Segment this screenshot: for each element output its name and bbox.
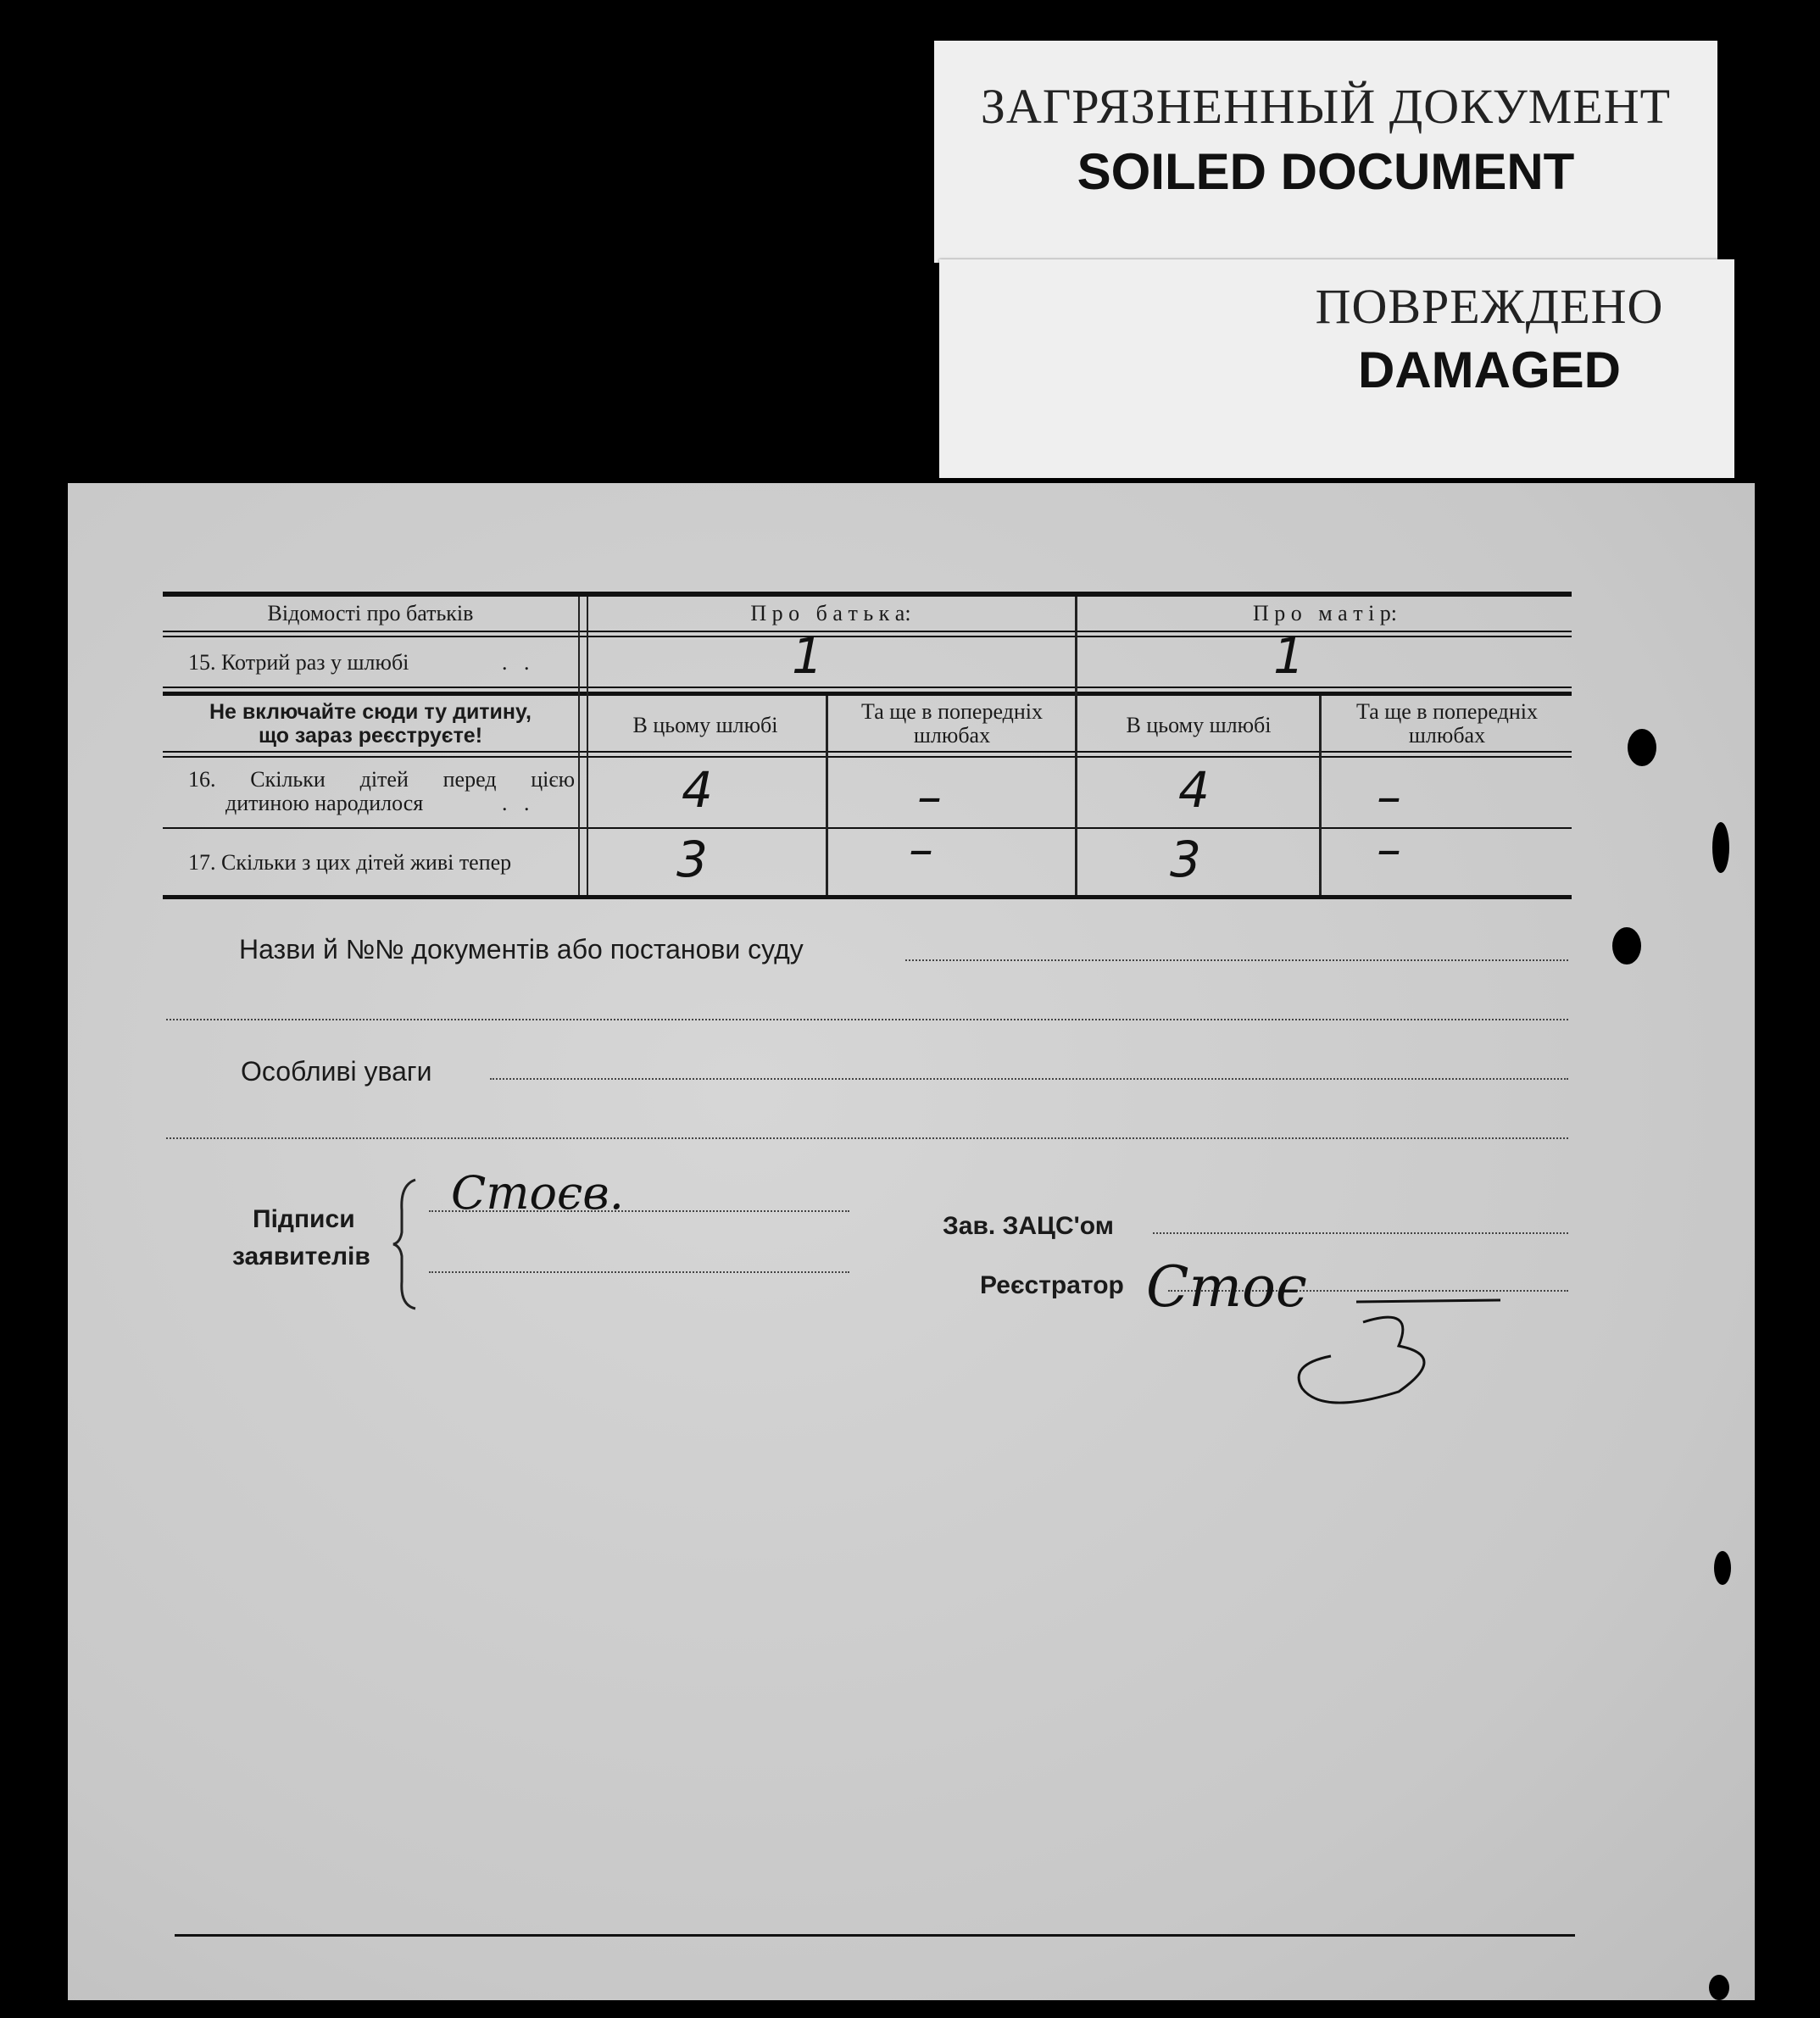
- note-exclude-child-l1: Не включайте сюди ту дитину,: [209, 700, 532, 724]
- soiled-label-english: SOILED DOCUMENT: [1077, 143, 1575, 200]
- row15-mother-value: 1: [1273, 627, 1305, 685]
- applicant-signature-line-2: [429, 1271, 849, 1273]
- father-this-marriage-header: В цьому шлюбі: [632, 713, 778, 737]
- row15-label: 15. Котрий раз у шлюбі: [188, 650, 409, 675]
- row17-father-this: 3: [676, 831, 708, 888]
- father-prev-marriage-header-l1: Та ще в попередніх: [860, 699, 1044, 724]
- notes-field-label: Особливі уваги: [241, 1056, 432, 1087]
- documents-field-label: Назви й №№ документів або постанови суду: [239, 934, 804, 965]
- header-about-father: П р о б а т ь к а:: [750, 601, 911, 625]
- row17-label: 17. Скільки з цих дітей живі тепер: [188, 850, 512, 875]
- soiled-document-label: [934, 41, 1717, 263]
- registrar-label: Реєстратор: [980, 1271, 1124, 1299]
- edge-damage: [1712, 822, 1729, 873]
- signatures-label-l2: заявителів: [232, 1242, 370, 1270]
- row16-label-l2: дитиною народилося: [225, 791, 424, 815]
- mother-this-marriage-header: В цьому шлюбі: [1126, 713, 1272, 737]
- row16-label-l1: 16. Скільки дітей перед цією: [188, 767, 575, 792]
- bottom-rule: [175, 1934, 1575, 1937]
- head-zags-label: Зав. ЗАЦС'ом: [943, 1212, 1114, 1240]
- row17-mother-this: 3: [1170, 831, 1201, 888]
- edge-damage: [1709, 1975, 1729, 2000]
- punch-hole: [1628, 729, 1656, 766]
- signatures-label-l1: Підписи: [253, 1205, 355, 1233]
- damaged-label-english: DAMAGED: [1358, 342, 1621, 398]
- row16-father-this: 4: [682, 761, 713, 819]
- mother-prev-marriage-header-l1: Та ще в попередніх: [1355, 699, 1539, 724]
- notes-line: [490, 1078, 1568, 1080]
- row17-father-prev: –: [909, 820, 933, 878]
- soiled-label-russian: ЗАГРЯЗНЕННЫЙ ДОКУМЕНТ: [980, 79, 1672, 134]
- row16-mother-prev: –: [1377, 768, 1401, 826]
- applicant-signature: Стоєв.: [451, 1166, 624, 1220]
- registrar-signature-flourish: [1272, 1297, 1526, 1415]
- row16-father-prev: –: [917, 768, 942, 826]
- header-parents-info: Відомості про батьків: [267, 601, 474, 625]
- mother-prev-marriage-header-l2: шлюбах: [1408, 723, 1486, 748]
- document-sheet: Відомості про батьків П р о б а т ь к а: П р о м а т і р: 15. Котрий раз у шлюбі . . 1 1 Не включайте сюди ту дитину, що зараз реєструєте! В цьому шлюбі Та ще в попередніх шлюбах В цьому шлюбі Та ще в попередніх шлюбах 16. Скільки дітей перед цією дитиною народилося . . 4 – 4 – 17. Скільки з цих дітей живі тепер 3 – 3 – Назви й №№ документів або постанови суду Особливі уваги Підписи заявителів Стоєв. Зав. ЗАЦС'ом Реєстратор Стоє: [68, 483, 1755, 2000]
- signatures-brace: [390, 1176, 424, 1312]
- damaged-label-russian: ПОВРЕЖДЕНО: [1315, 279, 1664, 334]
- header-about-mother: П р о м а т і р:: [1252, 601, 1398, 625]
- note-exclude-child-l2: що зараз реєструєте!: [258, 724, 483, 748]
- registrar-signature: Стоє: [1146, 1254, 1307, 1320]
- head-signature-line: [1153, 1232, 1568, 1234]
- father-prev-marriage-header-l2: шлюбах: [913, 723, 991, 748]
- edge-damage: [1714, 1551, 1731, 1585]
- punch-hole: [1612, 927, 1641, 965]
- documents-line: [905, 959, 1568, 961]
- documents-line-2: [166, 1019, 1568, 1020]
- row15-father-value: 1: [792, 627, 823, 685]
- notes-line-2: [166, 1137, 1568, 1139]
- damaged-label: [939, 259, 1734, 478]
- row16-mother-this: 4: [1178, 761, 1210, 819]
- row17-mother-prev: –: [1377, 820, 1401, 878]
